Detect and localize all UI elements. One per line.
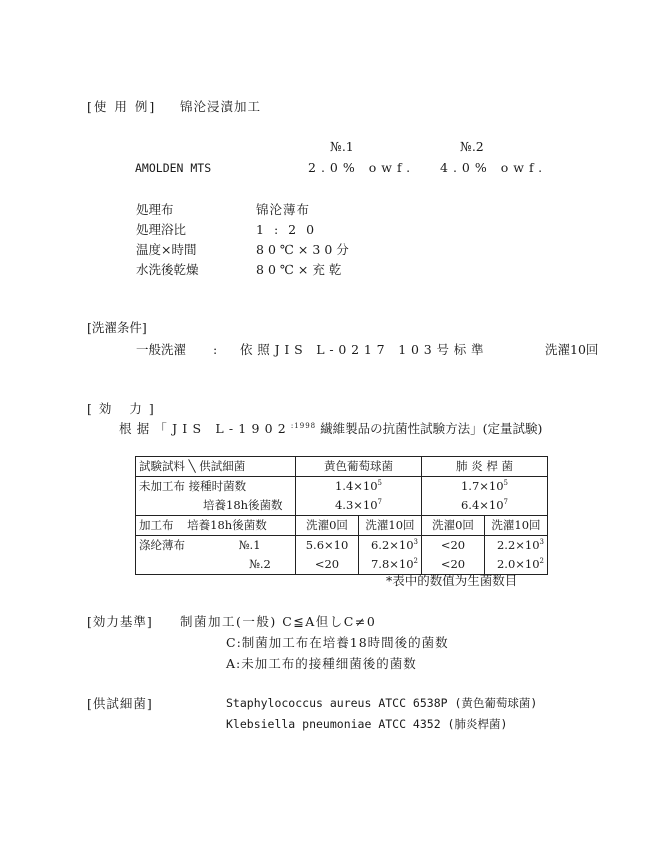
condition-value-fabric: 锦沦薄布	[256, 202, 311, 217]
antibacterial-results-table	[135, 456, 548, 575]
kleb-wash0-header: 洗濯0回	[422, 516, 485, 536]
untreated-18h-klebsiella: $6.4\times 10^7$	[422, 496, 548, 516]
condition-label-wash-dry: 水洗後乾燥	[136, 262, 199, 277]
test-method-year: :1998	[290, 421, 317, 430]
table-row	[136, 536, 548, 556]
condition-value-temp-time: 80℃×30分	[256, 242, 353, 257]
inoculum-label: 接種时菌数	[188, 479, 247, 494]
wash-standard: 依照JIS L-0217 103号标準	[240, 342, 489, 357]
condition-label-bath-ratio: 処理浴比	[136, 222, 187, 237]
sample-no2-header: №.2	[460, 139, 484, 154]
chemical-name: AMOLDEN MTS	[135, 161, 212, 175]
treated-after-label: 培養18h後菌数	[187, 518, 267, 533]
s1-staph-wash10: $6.2\times 10^3$	[359, 536, 422, 556]
staph-wash0-header: 洗濯0回	[296, 516, 359, 536]
fabric-sample1-label	[136, 536, 296, 556]
table-subheader-row	[136, 516, 548, 536]
wash-type: 一般洗濯	[136, 342, 187, 357]
test-method-standard: 根据「JIS L-1902	[119, 421, 291, 436]
table-row	[136, 477, 548, 497]
header-sample-bacteria: 試験試料 ╲ 供試細菌	[136, 457, 296, 477]
treated-label: 加工布	[139, 518, 174, 533]
untreated-inoculum-staph: $1.4\times 10^5$	[296, 477, 422, 497]
sample2-label: №.2	[136, 555, 296, 575]
bacteria-staph: Staphylococcus aureus ATCC 6538P (黄色葡萄球菌)	[226, 696, 538, 710]
staph-wash10-header: 洗濯10回	[359, 516, 422, 536]
treated-18h-label	[136, 516, 296, 536]
table-row	[136, 555, 548, 575]
wash-heading: [洗濯条件]	[87, 320, 147, 335]
dose-no1: 2.0% owf.	[308, 160, 416, 175]
criteria-heading: [効力基準]	[87, 614, 153, 629]
s2-staph-wash0: <20	[296, 555, 359, 575]
fabric-label: 涤纶薄布	[139, 538, 185, 553]
condition-label-fabric: 処理布	[136, 202, 174, 217]
sample-no1-header: №.1	[330, 139, 354, 154]
kleb-wash10-header: 洗濯10回	[485, 516, 548, 536]
s1-staph-wash0: 5.6×10	[296, 536, 359, 556]
s2-kleb-wash10: $2.0\times 10^2$	[485, 555, 548, 575]
criteria-c-definition: C:制菌加工布在培養18時間後的菌数	[226, 635, 449, 650]
table-row	[136, 496, 548, 516]
table-note: *表中的数值为生菌数目	[386, 573, 518, 588]
untreated-18h-label: 培養18h後菌数	[136, 496, 296, 516]
condition-label-temp-time: 温度×時間	[136, 242, 197, 257]
s2-staph-wash10: $7.8\times 10^2$	[359, 555, 422, 575]
criteria-formula: 制菌加工(一般) C≦A但しC≠0	[180, 614, 377, 629]
criteria-a-definition: A:未加工布的接種细菌後的菌数	[226, 656, 417, 671]
s2-kleb-wash0: <20	[422, 555, 485, 575]
untreated-label: 未加工布	[139, 479, 185, 494]
untreated-inoculum-klebsiella: $1.7\times 10^5$	[422, 477, 548, 497]
s1-kleb-wash0: <20	[422, 536, 485, 556]
untreated-18h-staph: $4.3\times 10^7$	[296, 496, 422, 516]
header-klebsiella: 肺 炎 桿 菌	[422, 457, 548, 477]
test-method-title: 繊維製品の抗菌性試験方法」(定量試験)	[316, 421, 543, 436]
untreated-inoculum-label	[136, 477, 296, 497]
test-method	[119, 423, 542, 436]
effect-heading: [効 力]	[87, 401, 161, 416]
usage-heading: [使 用 例]	[87, 99, 157, 114]
bacteria-heading: [供試細菌]	[87, 696, 153, 711]
dose-no2: 4.0% owf.	[440, 160, 548, 175]
header-staph: 黄色葡萄球菌	[296, 457, 422, 477]
wash-cycles: 洗濯10回	[545, 342, 599, 357]
wash-colon: :	[213, 342, 218, 357]
table-header-row	[136, 457, 548, 477]
condition-value-wash-dry: 80℃×充乾	[256, 262, 346, 277]
usage-title: 锦沦浸漬加工	[180, 99, 262, 114]
bacteria-klebsiella: Klebsiella pneumoniae ATCC 4352 (肺炎桿菌)	[226, 717, 508, 731]
sample1-label: №.1	[238, 538, 261, 553]
condition-value-bath-ratio: 1:20	[256, 222, 325, 237]
s1-kleb-wash10: $2.2\times 10^3$	[485, 536, 548, 556]
